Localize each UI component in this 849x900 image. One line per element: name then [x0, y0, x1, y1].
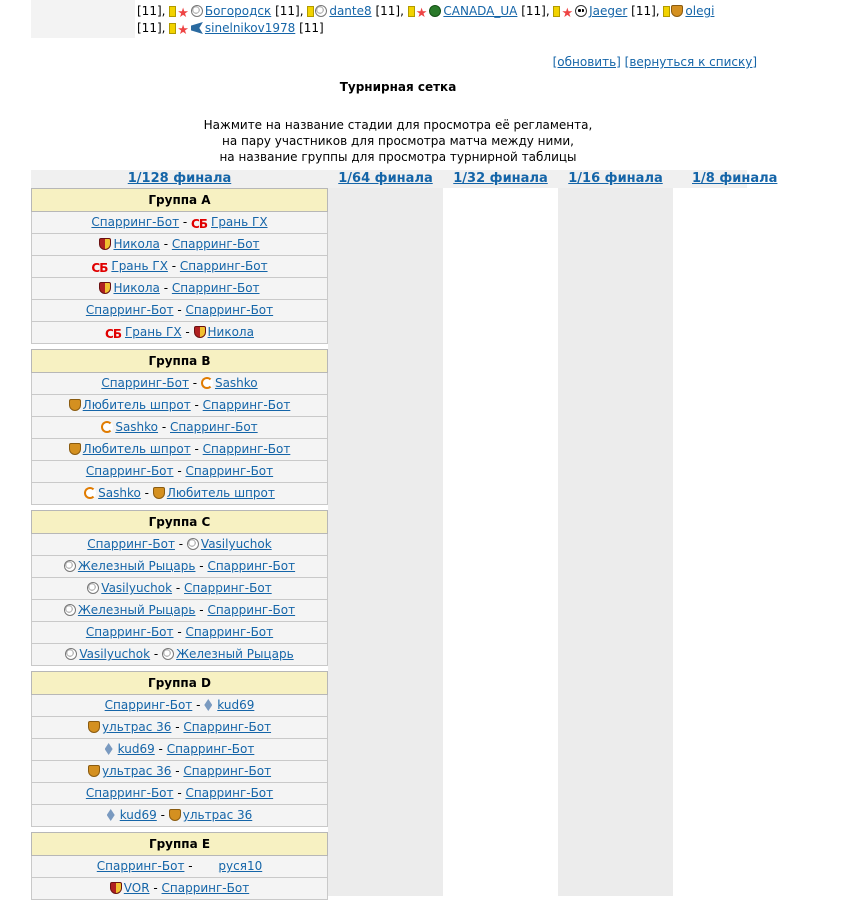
- group-table: [31, 349, 328, 505]
- match-separator: -: [173, 303, 186, 317]
- team-b-link[interactable]: Спарринг-Бот: [185, 625, 274, 639]
- team-a-link[interactable]: Железный Рыцарь: [77, 559, 196, 573]
- football-icon: [162, 648, 174, 660]
- stage-column-bg: [328, 188, 443, 896]
- match-row[interactable]: [31, 278, 328, 300]
- team-b-link[interactable]: Спарринг-Бот: [207, 603, 296, 617]
- stage-link-1-8[interactable]: 1/8 финала: [692, 171, 778, 186]
- match-row[interactable]: [31, 300, 328, 322]
- team-a-link[interactable]: Никола: [113, 237, 160, 251]
- team-b-link[interactable]: Железный Рыцарь: [176, 647, 294, 661]
- match-separator: -: [171, 720, 184, 734]
- club-crest-icon: [88, 721, 100, 733]
- team-a-link[interactable]: Никола: [113, 281, 160, 295]
- participant-link[interactable]: CANADA_UA: [443, 4, 518, 18]
- football-icon: [64, 560, 76, 572]
- match-row[interactable]: [31, 761, 328, 783]
- team-a-link[interactable]: Спарринг-Бот: [104, 698, 193, 712]
- team-b-link[interactable]: Спарринг-Бот: [202, 442, 291, 456]
- match-separator: -: [140, 486, 153, 500]
- football-icon: [65, 648, 77, 660]
- stage-col-1-128: [31, 170, 328, 188]
- match-separator: -: [195, 603, 208, 617]
- club-logo-icon: СБ: [91, 261, 108, 275]
- group-table: [31, 188, 328, 344]
- club-logo-icon: СБ: [191, 217, 207, 231]
- star-icon: ★: [177, 23, 189, 38]
- match-row[interactable]: [31, 256, 328, 278]
- team-a-link[interactable]: ультрас 36: [101, 764, 172, 778]
- team-a-link[interactable]: VOR: [123, 881, 150, 895]
- participants-line-2: [137, 20, 324, 37]
- participant-count: [11],: [627, 4, 664, 18]
- right-margin: [765, 0, 849, 896]
- team-b-link[interactable]: Спарринг-Бот: [185, 303, 274, 317]
- team-a-link[interactable]: Спарринг-Бот: [85, 786, 174, 800]
- yellow-card-icon: [663, 6, 670, 17]
- participant-link[interactable]: Богородск: [204, 4, 272, 18]
- participant-count: [11],: [517, 4, 554, 18]
- match-row[interactable]: [31, 644, 328, 666]
- panda-icon: [575, 5, 587, 17]
- team-b-link[interactable]: руся10: [218, 859, 263, 873]
- star-icon: ★: [415, 6, 428, 21]
- team-b-link[interactable]: Спарринг-Бот: [185, 464, 274, 478]
- team-b-link[interactable]: Спарринг-Бот: [183, 720, 272, 734]
- team-b-link[interactable]: Спарринг-Бот: [171, 281, 260, 295]
- top-links: [553, 55, 757, 69]
- stage-link-1-64[interactable]: 1/64 финала: [338, 171, 433, 186]
- team-b-link[interactable]: Спарринг-Бот: [166, 742, 255, 756]
- match-separator: -: [154, 742, 167, 756]
- stage-link-1-32[interactable]: 1/32 финала: [453, 171, 548, 186]
- stage-col-1-16: [558, 170, 673, 188]
- team-b-link[interactable]: Спарринг-Бот: [185, 786, 274, 800]
- blank-icon: [196, 860, 216, 872]
- team-a-link[interactable]: Sashko: [98, 486, 141, 500]
- team-b-link[interactable]: Спарринг-Бот: [207, 559, 296, 573]
- team-b-link[interactable]: kud69: [217, 698, 255, 712]
- star-icon: ★: [177, 6, 189, 21]
- team-a-link[interactable]: Спарринг-Бот: [85, 625, 174, 639]
- ball-icon: [101, 421, 113, 433]
- match-separator: -: [192, 698, 205, 712]
- yellow-card-icon: [307, 6, 314, 17]
- match-row[interactable]: [31, 622, 328, 644]
- club-crest-icon: [169, 809, 181, 821]
- group-table: [31, 510, 328, 666]
- team-a-link[interactable]: Vasilyuchok: [101, 581, 173, 595]
- club-crest-icon: [69, 399, 81, 411]
- diamond-icon: [107, 809, 115, 821]
- stage-col-1-8: [673, 170, 778, 188]
- match-row[interactable]: [31, 212, 328, 234]
- group-name[interactable]: Группа B: [31, 349, 328, 373]
- match-row[interactable]: [31, 556, 328, 578]
- match-row[interactable]: [31, 805, 328, 827]
- group-table: [31, 832, 328, 900]
- football-icon: [191, 5, 203, 17]
- match-row[interactable]: [31, 717, 328, 739]
- match-separator: -: [179, 215, 192, 229]
- match-row[interactable]: [31, 483, 328, 505]
- match-row[interactable]: [31, 439, 328, 461]
- star-icon: ★: [561, 6, 574, 21]
- participants-line-1: [137, 3, 714, 20]
- match-separator: -: [156, 808, 169, 822]
- diamond-icon: [204, 699, 212, 711]
- participants-list: [31, 0, 765, 38]
- team-a-link[interactable]: kud69: [117, 742, 155, 756]
- team-b-link[interactable]: Любитель шпрот: [166, 486, 275, 500]
- match-separator: -: [173, 625, 186, 639]
- match-separator: -: [174, 537, 187, 551]
- team-a-link[interactable]: Спарринг-Бот: [87, 537, 175, 551]
- participant-link[interactable]: dante8: [329, 4, 372, 18]
- match-separator: -: [173, 464, 186, 478]
- stage-link-1-16[interactable]: 1/16 финала: [568, 171, 663, 186]
- team-a-link[interactable]: Грань ГХ: [111, 259, 168, 273]
- football-icon: [87, 582, 99, 594]
- match-row[interactable]: [31, 739, 328, 761]
- match-separator: -: [195, 559, 208, 573]
- team-b-link[interactable]: Sashko: [214, 376, 258, 390]
- club-logo-icon: [429, 5, 441, 17]
- match-row[interactable]: [31, 373, 328, 395]
- team-b-link[interactable]: ультрас 36: [182, 808, 253, 822]
- stage-link-1-128[interactable]: 1/128 финала: [127, 171, 232, 186]
- group-table: [31, 671, 328, 827]
- yellow-card-icon: [169, 6, 176, 17]
- match-separator: -: [188, 376, 201, 390]
- stage-col-1-64: [328, 170, 443, 188]
- match-row[interactable]: [31, 234, 328, 256]
- club-crest-icon: [153, 487, 165, 499]
- instructions: [31, 117, 765, 165]
- ball-icon: [84, 487, 96, 499]
- team-a-link[interactable]: kud69: [119, 808, 157, 822]
- football-icon: [315, 5, 327, 17]
- ball-icon: [201, 377, 213, 389]
- yellow-card-icon: [169, 23, 176, 34]
- team-a-link[interactable]: Железный Рыцарь: [77, 603, 196, 617]
- team-a-link[interactable]: Спарринг-Бот: [85, 303, 174, 317]
- match-separator: -: [173, 786, 186, 800]
- participant-count: [11],: [137, 4, 170, 18]
- match-separator: -: [150, 647, 163, 661]
- team-b-link[interactable]: Никола: [207, 325, 254, 339]
- group-name[interactable]: Группа D: [31, 671, 328, 695]
- club-crest-icon: [88, 765, 100, 777]
- match-row[interactable]: [31, 578, 328, 600]
- group-name[interactable]: Группа E: [31, 832, 328, 856]
- football-icon: [187, 538, 199, 550]
- match-row[interactable]: [31, 856, 328, 878]
- stage-column-bg: [673, 188, 747, 896]
- match-row[interactable]: [31, 783, 328, 805]
- team-a-link[interactable]: Любитель шпрот: [82, 442, 191, 456]
- instruction-line: на название группы для просмотра турнирной таблицы: [219, 150, 577, 164]
- match-separator: -: [171, 764, 184, 778]
- team-a-link[interactable]: Спарринг-Бот: [85, 464, 174, 478]
- diamond-icon: [105, 743, 113, 755]
- team-b-link[interactable]: Спарринг-Бот: [184, 581, 272, 595]
- participant-link[interactable]: sinelnikov1978: [204, 21, 296, 35]
- stage-col-1-32: [443, 170, 558, 188]
- yellow-card-icon: [553, 6, 560, 17]
- team-b-link[interactable]: Спарринг-Бот: [161, 881, 250, 895]
- match-row[interactable]: [31, 461, 328, 483]
- page-title: Турнирная сетка: [339, 80, 457, 94]
- participant-count: [11],: [271, 4, 308, 18]
- team-b-link[interactable]: Спарринг-Бот: [183, 764, 272, 778]
- team-a-link[interactable]: Спарринг-Бот: [91, 215, 180, 229]
- shield-icon: [99, 238, 111, 250]
- stage-header-bar: [31, 170, 778, 188]
- refresh-link[interactable]: [обновить]: [552, 55, 621, 69]
- match-row[interactable]: [31, 600, 328, 622]
- match-separator: -: [149, 881, 162, 895]
- match-separator: -: [181, 325, 194, 339]
- team-a-link[interactable]: Спарринг-Бот: [96, 859, 185, 873]
- match-row[interactable]: [31, 878, 328, 900]
- participants-label-cell: [31, 0, 135, 38]
- match-separator: -: [172, 581, 185, 595]
- team-b-link[interactable]: Спарринг-Бот: [179, 259, 268, 273]
- participant-count: [11],: [137, 21, 170, 35]
- club-crest-icon: [671, 5, 683, 17]
- match-separator: -: [159, 237, 172, 251]
- team-a-link[interactable]: ультрас 36: [101, 720, 172, 734]
- participant-link[interactable]: olegi: [685, 4, 715, 18]
- participant-link[interactable]: Jaeger: [589, 4, 628, 18]
- group-name[interactable]: Группа A: [31, 188, 328, 212]
- shield-icon: [194, 326, 206, 338]
- stage-column-bg: [443, 188, 558, 896]
- match-separator: -: [159, 281, 172, 295]
- team-a-link[interactable]: Спарринг-Бот: [101, 376, 189, 390]
- club-crest-icon: [69, 443, 81, 455]
- back-to-list-link[interactable]: [вернуться к списку]: [624, 55, 757, 69]
- instruction-line: на пару участников для просмотра матча между ними,: [222, 134, 574, 148]
- team-a-link[interactable]: Sashko: [115, 420, 159, 434]
- participant-count: [11],: [371, 4, 408, 18]
- match-separator: -: [184, 859, 197, 873]
- stage-column-bg: [558, 188, 673, 896]
- match-row[interactable]: [31, 395, 328, 417]
- match-row[interactable]: [31, 322, 328, 344]
- shield-icon: [99, 282, 111, 294]
- match-separator: -: [190, 398, 203, 412]
- group-name[interactable]: Группа C: [31, 510, 328, 534]
- match-row[interactable]: [31, 695, 328, 717]
- yellow-card-icon: [408, 6, 415, 17]
- team-b-link[interactable]: Грань ГХ: [211, 215, 268, 229]
- club-logo-icon: СБ: [105, 327, 121, 341]
- instruction-line: Нажмите на название стадии для просмотра её регламента,: [203, 118, 593, 132]
- football-icon: [64, 604, 76, 616]
- match-separator: -: [158, 420, 170, 434]
- team-b-link[interactable]: Vasilyuchok: [200, 537, 272, 551]
- match-separator: -: [190, 442, 203, 456]
- team-b-link[interactable]: Спарринг-Бот: [171, 237, 260, 251]
- team-a-link[interactable]: Грань ГХ: [124, 325, 182, 339]
- match-row[interactable]: [31, 417, 328, 439]
- shield-icon: [110, 882, 122, 894]
- fish-icon: [191, 22, 203, 34]
- team-a-link[interactable]: Vasilyuchok: [79, 647, 151, 661]
- team-a-link[interactable]: Любитель шпрот: [82, 398, 191, 412]
- team-b-link[interactable]: Спарринг-Бот: [170, 420, 258, 434]
- team-b-link[interactable]: Спарринг-Бот: [202, 398, 291, 412]
- participant-count: [11]: [295, 21, 324, 35]
- match-separator: -: [167, 259, 180, 273]
- match-row[interactable]: [31, 534, 328, 556]
